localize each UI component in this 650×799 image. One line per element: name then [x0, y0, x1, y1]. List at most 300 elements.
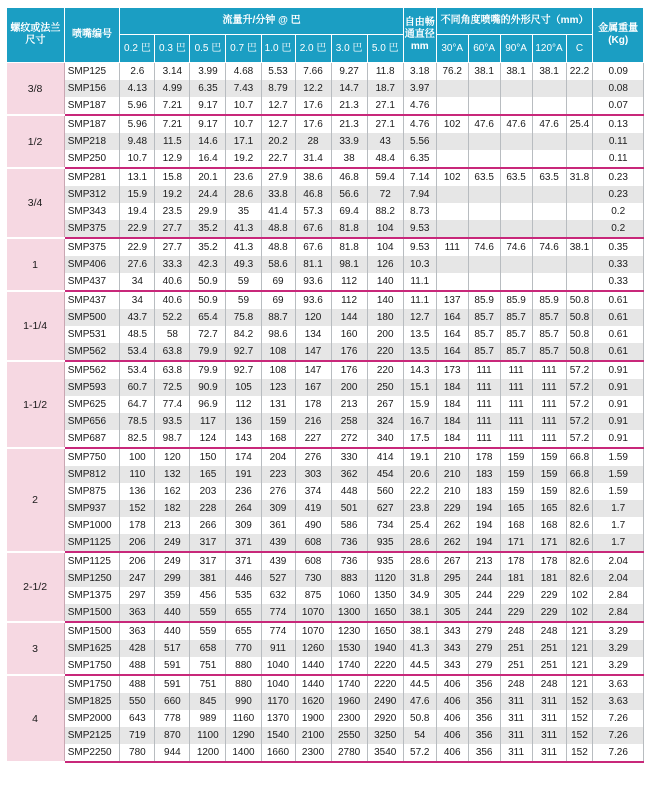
value-cell: 2300: [331, 710, 367, 727]
value-cell: 136: [226, 413, 261, 430]
nozzle-model-cell: SMP531: [64, 326, 120, 343]
value-cell: [532, 150, 566, 168]
value-cell: 7.26: [593, 744, 644, 762]
value-cell: 311: [532, 744, 566, 762]
table-row: [7, 727, 644, 744]
value-cell: 1620: [295, 693, 331, 710]
value-cell: 248: [500, 675, 532, 693]
value-cell: 25.4: [566, 115, 593, 133]
value-cell: 79.9: [190, 361, 226, 379]
value-cell: 173: [436, 361, 468, 379]
table-row: [7, 657, 644, 675]
value-cell: 248: [532, 675, 566, 693]
value-cell: 27.7: [155, 238, 190, 256]
value-cell: 67.6: [295, 220, 331, 238]
value-cell: [500, 80, 532, 97]
table-row: [7, 448, 644, 466]
value-cell: [566, 186, 593, 203]
value-cell: 43.7: [120, 309, 155, 326]
value-cell: 6.35: [403, 150, 436, 168]
nozzle-model-cell: SMP625: [64, 396, 120, 413]
value-cell: 880: [226, 675, 261, 693]
value-cell: 0.2: [593, 220, 644, 238]
value-cell: 111: [500, 361, 532, 379]
value-cell: 102: [436, 168, 468, 186]
value-cell: 46.8: [295, 186, 331, 203]
table-row: [7, 63, 644, 81]
value-cell: 213: [468, 552, 500, 570]
value-cell: 27.1: [367, 97, 403, 115]
value-cell: 517: [155, 640, 190, 657]
value-cell: 770: [226, 640, 261, 657]
value-cell: [468, 133, 500, 150]
value-cell: 29.9: [190, 203, 226, 220]
nozzle-model-cell: SMP250: [64, 150, 120, 168]
size-cell: 2: [7, 448, 65, 552]
value-cell: 311: [500, 693, 532, 710]
value-cell: 159: [500, 448, 532, 466]
value-cell: 85.7: [468, 309, 500, 326]
value-cell: 33.8: [261, 186, 295, 203]
value-cell: 165: [190, 466, 226, 483]
value-cell: 559: [190, 622, 226, 640]
value-cell: 10.7: [120, 150, 155, 168]
value-cell: 12.7: [261, 115, 295, 133]
value-cell: 88.2: [367, 203, 403, 220]
value-cell: 81.8: [331, 220, 367, 238]
value-cell: 85.9: [468, 291, 500, 309]
value-cell: 74.6: [532, 238, 566, 256]
value-cell: 152: [566, 744, 593, 762]
value-cell: 244: [468, 570, 500, 587]
value-cell: 40.6: [155, 291, 190, 309]
value-cell: 13.5: [403, 326, 436, 343]
value-cell: 456: [190, 587, 226, 604]
value-cell: 35.2: [190, 220, 226, 238]
nozzle-model-cell: SMP437: [64, 273, 120, 291]
value-cell: 591: [155, 657, 190, 675]
table-row: [7, 309, 644, 326]
table-row: [7, 570, 644, 587]
value-cell: [436, 150, 468, 168]
table-row: [7, 186, 644, 203]
value-cell: 5.53: [261, 63, 295, 81]
value-cell: 203: [190, 483, 226, 500]
value-cell: [436, 186, 468, 203]
value-cell: [436, 273, 468, 291]
value-cell: 751: [190, 675, 226, 693]
value-cell: 111: [436, 238, 468, 256]
value-cell: 38.1: [532, 63, 566, 81]
value-cell: 47.6: [403, 693, 436, 710]
value-cell: 751: [190, 657, 226, 675]
value-cell: 17.6: [295, 115, 331, 133]
value-cell: 22.9: [120, 220, 155, 238]
value-cell: 2220: [367, 675, 403, 693]
value-cell: 3.29: [593, 657, 644, 675]
value-cell: 989: [190, 710, 226, 727]
table-row: [7, 693, 644, 710]
value-cell: 2.6: [120, 63, 155, 81]
value-cell: 272: [331, 430, 367, 448]
header-weight: 金属重量(Kg): [593, 8, 644, 63]
value-cell: 57.2: [566, 430, 593, 448]
value-cell: 159: [261, 413, 295, 430]
table-row: [7, 396, 644, 413]
value-cell: 34.9: [403, 587, 436, 604]
nozzle-model-cell: SMP2000: [64, 710, 120, 727]
value-cell: 1530: [331, 640, 367, 657]
value-cell: 264: [226, 500, 261, 517]
value-cell: 38: [331, 150, 367, 168]
value-cell: 2220: [367, 657, 403, 675]
value-cell: 59: [226, 273, 261, 291]
value-cell: [566, 80, 593, 97]
value-cell: 655: [226, 622, 261, 640]
header-pressure: 0.5 巴: [190, 35, 226, 63]
value-cell: 229: [436, 500, 468, 517]
value-cell: [436, 80, 468, 97]
value-cell: 152: [120, 500, 155, 517]
value-cell: 658: [190, 640, 226, 657]
value-cell: 159: [532, 448, 566, 466]
value-cell: 251: [532, 640, 566, 657]
header-pressure: 5.0 巴: [367, 35, 403, 63]
value-cell: 309: [261, 500, 295, 517]
value-cell: 213: [331, 396, 367, 413]
value-cell: 1.59: [593, 448, 644, 466]
value-cell: 98.7: [155, 430, 190, 448]
spec-table: [6, 7, 644, 763]
header-dim-col: 60°A: [468, 35, 500, 63]
value-cell: 591: [155, 675, 190, 693]
nozzle-model-cell: SMP312: [64, 186, 120, 203]
value-cell: 137: [436, 291, 468, 309]
value-cell: 229: [500, 587, 532, 604]
value-cell: 57.3: [295, 203, 331, 220]
value-cell: 1040: [261, 657, 295, 675]
value-cell: 1120: [367, 570, 403, 587]
value-cell: 490: [295, 517, 331, 534]
value-cell: 0.91: [593, 379, 644, 396]
value-cell: 14.3: [403, 361, 436, 379]
value-cell: 359: [155, 587, 190, 604]
value-cell: 38.1: [500, 63, 532, 81]
nozzle-model-cell: SMP281: [64, 168, 120, 186]
value-cell: 1650: [367, 622, 403, 640]
table-row: [7, 604, 644, 622]
value-cell: 41.3: [226, 238, 261, 256]
value-cell: [468, 203, 500, 220]
value-cell: 7.43: [226, 80, 261, 97]
value-cell: 159: [500, 483, 532, 500]
value-cell: 38.1: [468, 63, 500, 81]
value-cell: 0.11: [593, 133, 644, 150]
value-cell: 38.6: [295, 168, 331, 186]
value-cell: 439: [261, 552, 295, 570]
value-cell: 102: [436, 115, 468, 133]
value-cell: 13.5: [403, 343, 436, 361]
value-cell: 191: [226, 466, 261, 483]
value-cell: 111: [468, 379, 500, 396]
value-cell: 5.96: [120, 97, 155, 115]
value-cell: 78.5: [120, 413, 155, 430]
value-cell: 63.8: [155, 343, 190, 361]
value-cell: 15.8: [155, 168, 190, 186]
value-cell: 178: [120, 517, 155, 534]
value-cell: 69.4: [331, 203, 367, 220]
nozzle-model-cell: SMP187: [64, 115, 120, 133]
value-cell: 9.48: [120, 133, 155, 150]
value-cell: 50.9: [190, 291, 226, 309]
value-cell: 120: [155, 448, 190, 466]
nozzle-model-cell: SMP1375: [64, 587, 120, 604]
value-cell: 105: [226, 379, 261, 396]
value-cell: 719: [120, 727, 155, 744]
value-cell: 93.6: [295, 291, 331, 309]
value-cell: 22.2: [403, 483, 436, 500]
value-cell: 58: [155, 326, 190, 343]
value-cell: 180: [367, 309, 403, 326]
value-cell: [500, 186, 532, 203]
value-cell: 660: [155, 693, 190, 710]
value-cell: 220: [367, 361, 403, 379]
value-cell: 559: [190, 604, 226, 622]
table-row: [7, 326, 644, 343]
value-cell: 446: [226, 570, 261, 587]
header-dim-col: 30°A: [436, 35, 468, 63]
value-cell: 176: [331, 343, 367, 361]
value-cell: 206: [120, 534, 155, 552]
value-cell: 266: [190, 517, 226, 534]
value-cell: 17.5: [403, 430, 436, 448]
value-cell: 57.2: [403, 744, 436, 762]
value-cell: 174: [226, 448, 261, 466]
value-cell: 279: [468, 622, 500, 640]
value-cell: 69: [261, 273, 295, 291]
table-row: [7, 640, 644, 657]
value-cell: 159: [532, 483, 566, 500]
header-dim-col: 120°A: [532, 35, 566, 63]
value-cell: [566, 150, 593, 168]
value-cell: 33.3: [155, 256, 190, 273]
size-cell: 1-1/2: [7, 361, 65, 448]
size-cell: 4: [7, 675, 65, 762]
value-cell: 0.11: [593, 150, 644, 168]
value-cell: 248: [532, 622, 566, 640]
value-cell: 183: [468, 483, 500, 500]
value-cell: 134: [295, 326, 331, 343]
value-cell: 194: [468, 500, 500, 517]
value-cell: 774: [261, 604, 295, 622]
value-cell: 311: [532, 727, 566, 744]
value-cell: 1440: [295, 657, 331, 675]
value-cell: 121: [566, 640, 593, 657]
value-cell: 244: [468, 604, 500, 622]
value-cell: 10.7: [226, 115, 261, 133]
value-cell: 41.4: [261, 203, 295, 220]
value-cell: 7.26: [593, 710, 644, 727]
value-cell: 249: [155, 534, 190, 552]
value-cell: 200: [367, 326, 403, 343]
value-cell: 22.7: [261, 150, 295, 168]
value-cell: 12.2: [295, 80, 331, 97]
value-cell: 655: [226, 604, 261, 622]
value-cell: 159: [532, 466, 566, 483]
value-cell: 1740: [331, 657, 367, 675]
value-cell: 11.1: [403, 291, 436, 309]
value-cell: 361: [261, 517, 295, 534]
value-cell: 1070: [295, 622, 331, 640]
value-cell: 356: [468, 744, 500, 762]
value-cell: 59: [226, 291, 261, 309]
value-cell: 50.8: [566, 291, 593, 309]
value-cell: 38.1: [403, 622, 436, 640]
value-cell: 210: [436, 466, 468, 483]
header-pressure: 0.7 巴: [226, 35, 261, 63]
value-cell: 53.4: [120, 361, 155, 379]
value-cell: 63.5: [468, 168, 500, 186]
value-cell: 120: [295, 309, 331, 326]
value-cell: 34: [120, 291, 155, 309]
value-cell: 82.6: [566, 517, 593, 534]
value-cell: 3.63: [593, 693, 644, 710]
value-cell: 75.8: [226, 309, 261, 326]
table-row: [7, 430, 644, 448]
value-cell: 4.76: [403, 115, 436, 133]
value-cell: 27.1: [367, 115, 403, 133]
nozzle-model-cell: SMP1825: [64, 693, 120, 710]
table-row: [7, 238, 644, 256]
value-cell: 112: [331, 273, 367, 291]
value-cell: 17.6: [295, 97, 331, 115]
value-cell: 23.5: [155, 203, 190, 220]
value-cell: 223: [261, 466, 295, 483]
value-cell: 406: [436, 744, 468, 762]
value-cell: 262: [436, 534, 468, 552]
value-cell: 17.1: [226, 133, 261, 150]
value-cell: 249: [155, 552, 190, 570]
value-cell: 3.29: [593, 640, 644, 657]
value-cell: 0.08: [593, 80, 644, 97]
value-cell: 168: [261, 430, 295, 448]
value-cell: 76.2: [436, 63, 468, 81]
value-cell: 1160: [226, 710, 261, 727]
value-cell: 21.3: [331, 97, 367, 115]
value-cell: 454: [367, 466, 403, 483]
value-cell: 305: [436, 604, 468, 622]
value-cell: 0.61: [593, 343, 644, 361]
value-cell: 74.6: [468, 238, 500, 256]
value-cell: 82.6: [566, 552, 593, 570]
value-cell: 228: [190, 500, 226, 517]
value-cell: 82.6: [566, 483, 593, 500]
value-cell: 501: [331, 500, 367, 517]
nozzle-model-cell: SMP1125: [64, 552, 120, 570]
value-cell: 3.97: [403, 80, 436, 97]
value-cell: 428: [120, 640, 155, 657]
value-cell: 311: [500, 727, 532, 744]
value-cell: 1170: [261, 693, 295, 710]
table-row: [7, 500, 644, 517]
value-cell: 111: [500, 413, 532, 430]
table-row: [7, 552, 644, 570]
value-cell: 229: [532, 587, 566, 604]
value-cell: 48.4: [367, 150, 403, 168]
value-cell: 79.9: [190, 343, 226, 361]
value-cell: 1660: [261, 744, 295, 762]
table-row: [7, 587, 644, 604]
value-cell: 85.7: [468, 343, 500, 361]
value-cell: 5.56: [403, 133, 436, 150]
value-cell: 935: [367, 552, 403, 570]
value-cell: 0.91: [593, 430, 644, 448]
value-cell: 363: [120, 622, 155, 640]
value-cell: 311: [500, 744, 532, 762]
value-cell: 82.6: [566, 534, 593, 552]
value-cell: 7.94: [403, 186, 436, 203]
value-cell: 1960: [331, 693, 367, 710]
value-cell: 608: [295, 552, 331, 570]
value-cell: 111: [468, 430, 500, 448]
value-cell: 0.61: [593, 309, 644, 326]
value-cell: 168: [500, 517, 532, 534]
value-cell: 82.6: [566, 570, 593, 587]
table-row: [7, 517, 644, 534]
value-cell: [468, 150, 500, 168]
table-row: [7, 710, 644, 727]
value-cell: 1370: [261, 710, 295, 727]
value-cell: 164: [436, 309, 468, 326]
value-cell: 85.9: [532, 291, 566, 309]
value-cell: 57.2: [566, 361, 593, 379]
value-cell: 0.09: [593, 63, 644, 81]
table-row: [7, 97, 644, 115]
value-cell: 12.9: [155, 150, 190, 168]
value-cell: [532, 256, 566, 273]
size-cell: 2-1/2: [7, 552, 65, 622]
value-cell: 136: [120, 483, 155, 500]
value-cell: 52.2: [155, 309, 190, 326]
nozzle-model-cell: SMP1250: [64, 570, 120, 587]
value-cell: 96.9: [190, 396, 226, 413]
value-cell: 343: [436, 640, 468, 657]
value-cell: 1060: [331, 587, 367, 604]
value-cell: [532, 97, 566, 115]
value-cell: 10.3: [403, 256, 436, 273]
value-cell: 183: [468, 466, 500, 483]
value-cell: 90.9: [190, 379, 226, 396]
value-cell: 164: [436, 326, 468, 343]
value-cell: 363: [120, 604, 155, 622]
nozzle-model-cell: SMP562: [64, 361, 120, 379]
value-cell: 21.3: [331, 115, 367, 133]
value-cell: 0.2: [593, 203, 644, 220]
value-cell: 121: [566, 675, 593, 693]
value-cell: 0.23: [593, 186, 644, 203]
value-cell: 72: [367, 186, 403, 203]
value-cell: 1.7: [593, 500, 644, 517]
value-cell: 111: [532, 430, 566, 448]
table-row: [7, 343, 644, 361]
value-cell: 276: [295, 448, 331, 466]
value-cell: 44.5: [403, 675, 436, 693]
value-cell: [436, 256, 468, 273]
header-dim-col: 90°A: [500, 35, 532, 63]
value-cell: [500, 203, 532, 220]
value-cell: 111: [532, 379, 566, 396]
value-cell: 356: [468, 693, 500, 710]
